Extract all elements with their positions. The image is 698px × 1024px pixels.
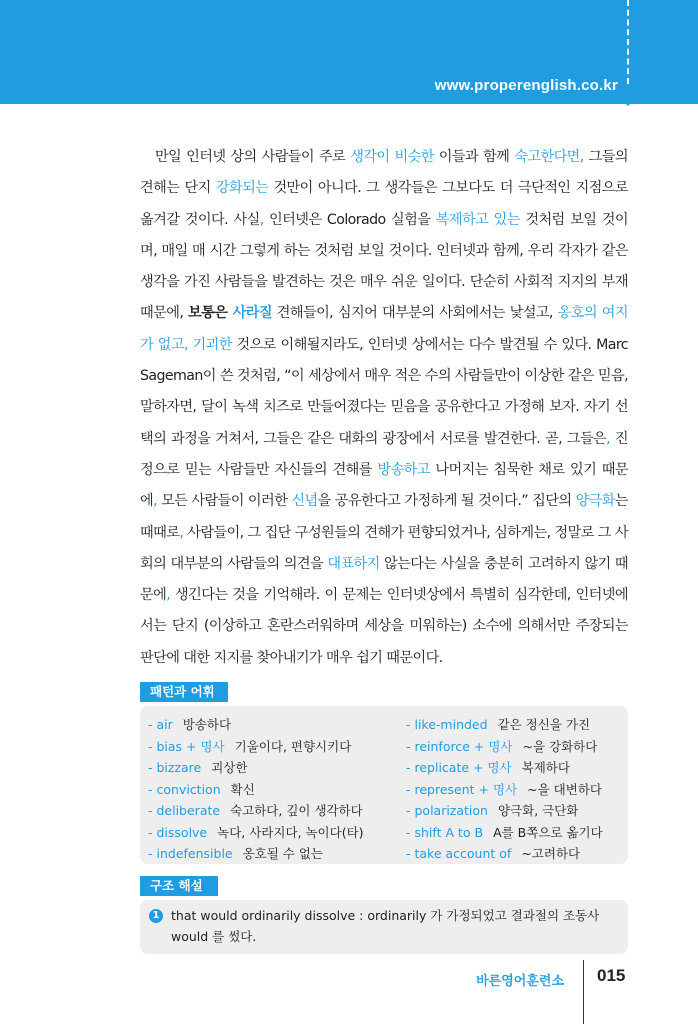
header-notch <box>618 96 638 106</box>
book-title: 바른영어훈련소 <box>476 974 564 989</box>
vocab-item: - take account of ~고려하다 <box>406 846 581 861</box>
dashed-divider <box>627 0 629 84</box>
header-banner <box>0 0 698 104</box>
vocab-section-label: 패턴과 어휘 <box>140 682 228 702</box>
vocab-item: - bias + 명사 기울이다, 편향시키다 <box>148 738 352 754</box>
structure-text: that would ordinarily dissolve : ordinarily 가 가정되었고 결과절의 조동사 would 를 썼다. <box>171 908 600 944</box>
number-badge: 1 <box>149 909 163 923</box>
vocab-item: - shift A to B A를 B쪽으로 옮기다 <box>406 824 603 840</box>
vocab-item: - air 방송하다 <box>148 717 232 732</box>
vocab-column-left <box>148 714 364 865</box>
vocab-item: - deliberate 숙고하다, 깊이 생각하다 <box>148 803 363 818</box>
vocab-item: - dissolve 녹다, 사라지다, 녹이다(타) <box>148 824 364 840</box>
footer-divider <box>583 960 584 1024</box>
vocab-item: - reinforce + 명사 ~을 강화하다 <box>406 738 598 754</box>
vocab-item: - replicate + 명사 복제하다 <box>406 760 570 775</box>
vocab-item: - indefensible 옹호될 수 없는 <box>148 846 324 861</box>
vocab-box <box>140 706 628 864</box>
page-number: 015 <box>597 966 626 985</box>
vocab-item: - bizzare 괴상한 <box>148 760 248 775</box>
vocab-item: - represent + 명사 ~을 대변하다 <box>406 781 602 797</box>
structure-section-label: 구조 해설 <box>140 876 218 896</box>
vocab-item: - conviction 확신 <box>148 781 255 797</box>
passage-text: 만일 인터넷 상의 사람들이 주로 생각이 비슷한 이들과 함께 숙고한다면, 그들의 견해는 단지 강화되는 것만이 아니다. 그 생각들은 그보다도 더 극단적인 지점으로 옮겨갈 것이다. 사실, 인터넷은 Colorado 실험을 복제하고 있는 것처럼 보일 것이며, 매일 매 시간 그렇게 하는 것처럼 보일 것이다. 인터넷과 함께, 우리 각자가 같은 생각을 가진 사람들을 발견하는 것은 매우 쉬운 일이다. 단순히 사회적 지지의 부재 때문에, 보통은 사라질 견해들이, 심지어 대부분의 사회에서는 낯설고, 옹호의 여지가 없고, 기괴한 것으로 이해될지라도, 인터넷 상에서는 다수 발견될 수 있다. Marc Sageman이 쓴 것처럼, “이 세상에서 매우 적은 수의 사람들만이 이상한 같은 믿음, 말하자면, 달이 녹색 치즈로 만들어졌다는 믿음을 공유한다고 가정해 보자. 자기 선택의 과정을 거쳐서, 그들은 같은 대화의 광장에서 서로를 발견한다. 곧, 그들은, 진정으로 믿는 사람들만 자신들의 견해를 방송하고 나머지는 침묵한 채로 있기 때문에, 모든 사람들이 이러한 신념을 공유한다고 가정하게 될 것이다.” 집단의 양극화는 때때로, 사람들이, 그 집단 구성원들의 견해가 편향되었거나, 심하게는, 정말로 그 사회의 대부분의 사람들의 의견을 대표하지 않는다는 사실을 충분히 고려하지 않기 때문에, 생긴다는 것을 기억해라. 이 문제는 인터넷상에서 특별히 심각한데, 인터넷에서는 단지 (이상하고 혼란스러워하며 세상을 미워하는) 소수에 의해서만 주장되는 판단에 대한 지지를 찾아내기가 매우 쉽기 때문이다. <box>140 149 629 666</box>
structure-box <box>140 900 628 954</box>
vocab-column-right <box>406 714 603 865</box>
vocab-item: - polarization 양극화, 극단화 <box>406 803 579 818</box>
site-url[interactable]: www.properenglish.co.kr <box>434 77 618 94</box>
vocab-item: - like-minded 같은 정신을 가진 <box>406 717 591 732</box>
